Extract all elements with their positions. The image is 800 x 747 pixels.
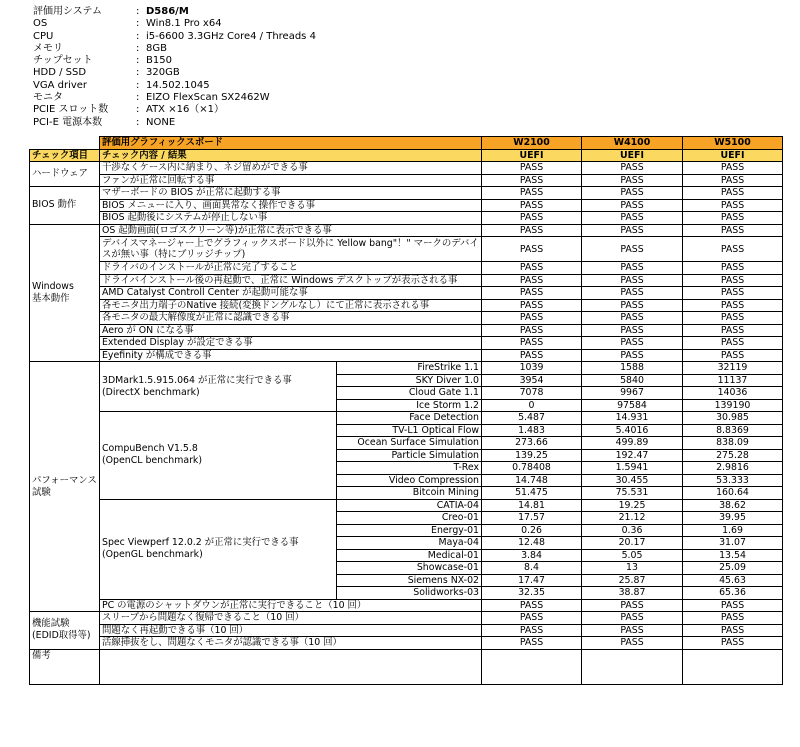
table-row: [30, 637, 783, 650]
benchmark-name: [100, 412, 337, 500]
table-row: [30, 287, 783, 300]
table-row: [30, 324, 783, 337]
category-function-line: 機能試験: [32, 618, 70, 630]
firmware-cell: UEFI: [683, 149, 783, 162]
score-cell: 499.89: [582, 437, 683, 450]
spec-value: i5-6600 3.3GHz Core4 / Threads 4: [146, 30, 316, 42]
check-item: スリープから問題なく復帰できること（10 回）: [100, 612, 482, 625]
score-cell: 5.05: [582, 549, 683, 562]
result-cell: PASS: [582, 212, 683, 225]
result-cell: PASS: [683, 287, 783, 300]
result-cell: PASS: [482, 237, 582, 262]
check-item: 活線挿抜をし、問題なくモニタが認識できる事（10 回）: [100, 637, 482, 650]
score-cell: 1588: [582, 362, 683, 375]
test-name: SKY Diver 1.0: [337, 374, 482, 387]
result-cell: PASS: [683, 274, 783, 287]
score-cell: 5840: [582, 374, 683, 387]
result-cell: PASS: [482, 174, 582, 187]
check-item: マザーボードの BIOS が正常に起動する事: [100, 187, 482, 200]
result-cell: PASS: [582, 174, 683, 187]
score-cell: 13: [582, 562, 683, 575]
test-name: Cloud Gate 1.1: [337, 387, 482, 400]
table-row: [30, 624, 783, 637]
board-name: W4100: [582, 137, 683, 150]
result-cell: PASS: [482, 224, 582, 237]
score-cell: 14036: [683, 387, 783, 400]
result-cell: PASS: [482, 199, 582, 212]
score-cell: 7078: [482, 387, 582, 400]
score-cell: 5.487: [482, 412, 582, 425]
result-cell: PASS: [582, 324, 683, 337]
test-name: T-Rex: [337, 462, 482, 475]
test-name: TV-L1 Optical Flow: [337, 424, 482, 437]
category-performance: [30, 362, 100, 612]
result-cell: PASS: [582, 299, 683, 312]
spec-colon: :: [136, 79, 140, 91]
spec-colon: :: [136, 55, 140, 67]
score-cell: 65.36: [683, 587, 783, 600]
spec-label: OS: [33, 18, 48, 30]
firmware-cell: UEFI: [582, 149, 683, 162]
result-cell: PASS: [683, 612, 783, 625]
benchmark-name-line: (OpenGL benchmark): [102, 549, 203, 560]
remarks-content: [100, 649, 482, 684]
result-cell: PASS: [482, 324, 582, 337]
header-blank: [30, 137, 100, 150]
spec-row: [33, 31, 316, 43]
score-cell: 0.26: [482, 524, 582, 537]
score-cell: 53.333: [683, 474, 783, 487]
result-cell: PASS: [482, 349, 582, 362]
score-cell: 51.475: [482, 487, 582, 500]
benchmark-name-line: (OpenCL benchmark): [102, 455, 203, 467]
score-cell: 13.54: [683, 549, 783, 562]
score-cell: 0: [482, 399, 582, 412]
score-cell: 1.483: [482, 424, 582, 437]
spec-row: [33, 6, 316, 18]
evaluation-table: [29, 136, 783, 685]
result-cell: PASS: [482, 299, 582, 312]
benchmark-name-line: 3DMark1.5.915.064 が正常に実行できる事: [102, 374, 292, 386]
table-row: [30, 612, 783, 625]
spec-row: [33, 104, 316, 116]
category-function: [30, 612, 100, 650]
spec-label: 評価用システム: [33, 6, 102, 17]
result-cell: PASS: [482, 187, 582, 200]
result-cell: PASS: [683, 174, 783, 187]
spec-label: HDD / SSD: [33, 67, 87, 79]
test-name: Maya-04: [337, 537, 482, 550]
spec-row: [33, 92, 316, 104]
score-cell: 1.69: [683, 524, 783, 537]
test-name: Ice Storm 1.2: [337, 399, 482, 412]
result-cell: PASS: [482, 262, 582, 275]
result-cell: PASS: [683, 349, 783, 362]
check-item: Eyefinity が構成できる事: [100, 349, 482, 362]
spec-colon: :: [136, 18, 140, 30]
score-cell: 192.47: [582, 449, 683, 462]
benchmark-name: [100, 362, 337, 412]
check-item: ファンが正常に回転する事: [100, 174, 482, 187]
result-cell: PASS: [683, 224, 783, 237]
table-row: [30, 262, 783, 275]
score-cell: 30.455: [582, 474, 683, 487]
score-cell: 75.531: [582, 487, 683, 500]
result-cell: PASS: [482, 599, 582, 612]
result-cell: PASS: [582, 224, 683, 237]
score-cell: 38.62: [683, 499, 783, 512]
score-cell: 2.9816: [683, 462, 783, 475]
test-name: Creo-01: [337, 512, 482, 525]
spec-value: Win8.1 Pro x64: [146, 18, 222, 30]
result-cell: PASS: [683, 599, 783, 612]
table-row: [30, 274, 783, 287]
result-cell: PASS: [683, 262, 783, 275]
benchmark-name-line: Spec Viewperf 12.0.2 が正常に実行できる事: [102, 537, 299, 548]
spec-label: PCIE スロット数: [33, 104, 109, 116]
check-item: 各モニタ出力端子のNative 接続(変換ドングルなし）にて正常に表示される事: [100, 299, 482, 312]
score-cell: 1039: [482, 362, 582, 375]
result-cell: PASS: [582, 637, 683, 650]
check-item: BIOS メニューに入り、画面異常なく操作できる事: [100, 199, 482, 212]
table-row: [30, 187, 783, 200]
spec-value: ATX ×16（×1）: [146, 104, 225, 116]
system-spec-list: [33, 6, 316, 129]
result-cell: PASS: [683, 624, 783, 637]
category-hardware-line: ハードウェア: [32, 168, 88, 179]
test-name: Video Compression: [337, 474, 482, 487]
category-bios-line: BIOS 動作: [32, 199, 77, 211]
score-cell: 160.64: [683, 487, 783, 500]
table-row: [30, 649, 783, 684]
result-cell: PASS: [683, 212, 783, 225]
spec-colon: :: [136, 116, 140, 128]
result-cell: PASS: [582, 274, 683, 287]
result-cell: PASS: [482, 637, 582, 650]
score-cell: 273.66: [482, 437, 582, 450]
check-item: AMD Catalyst Controll Center が起動可能な事: [100, 287, 482, 300]
score-cell: 9967: [582, 387, 683, 400]
table-row: [30, 349, 783, 362]
test-name: Energy-01: [337, 524, 482, 537]
spec-label: PCI-E 電源本数: [33, 116, 103, 128]
score-cell: 25.87: [582, 574, 683, 587]
test-name: Solidworks-03: [337, 587, 482, 600]
score-cell: 3954: [482, 374, 582, 387]
check-item: 各モニタの最大解像度が正常に認識できる事: [100, 312, 482, 325]
score-cell: 1.5941: [582, 462, 683, 475]
remarks-cell: [482, 649, 582, 684]
board-name: W5100: [683, 137, 783, 150]
score-cell: 14.81: [482, 499, 582, 512]
test-name: FireStrike 1.1: [337, 362, 482, 375]
test-name: Siemens NX-02: [337, 574, 482, 587]
score-cell: 38.87: [582, 587, 683, 600]
result-cell: PASS: [482, 612, 582, 625]
result-cell: PASS: [582, 312, 683, 325]
result-cell: PASS: [582, 612, 683, 625]
remarks-cell: [683, 649, 783, 684]
remarks-cell: [582, 649, 683, 684]
category-windows: [30, 224, 100, 362]
score-cell: 3.84: [482, 549, 582, 562]
result-cell: PASS: [582, 162, 683, 175]
spec-row: [33, 80, 316, 92]
score-cell: 97584: [582, 399, 683, 412]
score-cell: 31.07: [683, 537, 783, 550]
spec-value: 14.502.1045: [146, 79, 210, 91]
result-cell: PASS: [683, 324, 783, 337]
result-cell: PASS: [582, 287, 683, 300]
score-cell: 21.12: [582, 512, 683, 525]
spec-label: チップセット: [33, 55, 93, 67]
result-cell: PASS: [482, 274, 582, 287]
table-row: [30, 337, 783, 350]
spec-colon: :: [136, 104, 140, 116]
table-row: [30, 224, 783, 237]
score-cell: 14.931: [582, 412, 683, 425]
result-cell: PASS: [582, 624, 683, 637]
score-cell: 838.09: [683, 437, 783, 450]
benchmark-name-line: CompuBench V1.5.8: [102, 443, 198, 455]
spec-value: EIZO FlexScan SX2462W: [146, 92, 270, 104]
spec-colon: :: [136, 30, 140, 42]
table-row: [30, 149, 783, 162]
score-cell: 32119: [683, 362, 783, 375]
spec-row: [33, 117, 316, 129]
category-performance-line: 試験: [32, 486, 51, 498]
check-content-header: チェック内容 / 結果: [100, 149, 482, 162]
category-windows-line: Windows: [32, 280, 74, 292]
board-name: W2100: [482, 137, 582, 150]
test-name: CATIA-04: [337, 499, 482, 512]
test-name: Bitcoin Mining: [337, 487, 482, 500]
spec-colon: :: [136, 6, 140, 17]
score-cell: 12.48: [482, 537, 582, 550]
table-row: [30, 212, 783, 225]
spec-label: CPU: [33, 30, 54, 42]
category-windows-line: 基本動作: [32, 292, 70, 304]
check-item: 干渉なくケース内に納まり、ネジ留めができる事: [100, 162, 482, 175]
check-item: BIOS 起動後にシステムが停止しない事: [100, 212, 482, 225]
table-row: [30, 599, 783, 612]
spec-value: B150: [146, 55, 172, 67]
check-item: ドライバインストール後の再起動で、正常に Windows デスクトップが表示される事: [100, 274, 482, 287]
spec-label: メモリ: [33, 42, 63, 54]
result-cell: PASS: [482, 162, 582, 175]
board-header-label: 評価用グラフィックスボード: [100, 137, 482, 150]
spec-value: 320GB: [146, 67, 180, 79]
spec-row: [33, 43, 316, 55]
spec-label: VGA driver: [33, 79, 88, 91]
result-cell: PASS: [683, 162, 783, 175]
score-cell: 0.78408: [482, 462, 582, 475]
test-name: Medical-01: [337, 549, 482, 562]
table-row: [30, 312, 783, 325]
table-row: [30, 299, 783, 312]
result-cell: PASS: [482, 624, 582, 637]
benchmark-name-line: (DirectX benchmark): [102, 386, 200, 398]
spec-colon: :: [136, 42, 140, 54]
spec-colon: :: [136, 67, 140, 79]
spec-value: NONE: [146, 116, 176, 128]
spec-colon: :: [136, 92, 140, 104]
result-cell: PASS: [582, 187, 683, 200]
score-cell: 25.09: [683, 562, 783, 575]
check-item: Extended Display が設定できる事: [100, 337, 482, 350]
check-item: Aero が ON になる事: [100, 324, 482, 337]
check-item: デバイスマネージャー上でグラフィックスボード以外に Yellow bang"！" マークのデバイスが無い事（特にブリッジチップ): [100, 237, 482, 262]
result-cell: PASS: [582, 599, 683, 612]
score-cell: 30.985: [683, 412, 783, 425]
result-cell: PASS: [482, 212, 582, 225]
test-name: Face Detection: [337, 412, 482, 425]
result-cell: PASS: [582, 262, 683, 275]
result-cell: PASS: [582, 237, 683, 262]
result-cell: PASS: [683, 187, 783, 200]
category-function-line: (EDID取得等): [32, 630, 91, 642]
result-cell: PASS: [683, 337, 783, 350]
score-cell: 139.25: [482, 449, 582, 462]
category-hardware: [30, 162, 100, 187]
result-cell: PASS: [482, 312, 582, 325]
result-cell: PASS: [683, 199, 783, 212]
table-row: [30, 137, 783, 150]
check-item-header: チェック項目: [30, 149, 100, 162]
test-name: Particle Simulation: [337, 449, 482, 462]
score-cell: 19.25: [582, 499, 683, 512]
result-cell: PASS: [582, 199, 683, 212]
score-cell: 8.8369: [683, 424, 783, 437]
spec-row: [33, 67, 316, 79]
score-cell: 20.17: [582, 537, 683, 550]
result-cell: PASS: [683, 237, 783, 262]
spec-value: D586/M: [146, 6, 189, 17]
table-row: [30, 499, 783, 512]
score-cell: 275.28: [683, 449, 783, 462]
category-bios: [30, 187, 100, 225]
result-cell: PASS: [683, 299, 783, 312]
result-cell: PASS: [582, 349, 683, 362]
check-item: 問題なく再起動できる事（10 回）: [100, 624, 482, 637]
firmware-cell: UEFI: [482, 149, 582, 162]
spec-row: [33, 18, 316, 30]
score-cell: 45.63: [683, 574, 783, 587]
table-row: [30, 237, 783, 262]
score-cell: 5.4016: [582, 424, 683, 437]
score-cell: 32.35: [482, 587, 582, 600]
result-cell: PASS: [582, 337, 683, 350]
score-cell: 11137: [683, 374, 783, 387]
score-cell: 8.4: [482, 562, 582, 575]
score-cell: 14.748: [482, 474, 582, 487]
check-item: PC の電源のシャットダウンが正常に実行できること（10 回）: [100, 599, 482, 612]
test-name: Ocean Surface Simulation: [337, 437, 482, 450]
result-cell: PASS: [683, 637, 783, 650]
table-row: [30, 162, 783, 175]
category-performance-line: パフォーマンス: [32, 474, 97, 486]
benchmark-name: [100, 499, 337, 599]
score-cell: 39.95: [683, 512, 783, 525]
score-cell: 139190: [683, 399, 783, 412]
remarks-label: 備考: [30, 649, 100, 684]
result-cell: PASS: [683, 312, 783, 325]
spec-row: [33, 55, 316, 67]
table-row: [30, 199, 783, 212]
score-cell: 17.57: [482, 512, 582, 525]
check-item: OS 起動画面(ロゴスクリーン等)が正常に表示できる事: [100, 224, 482, 237]
spec-label: モニタ: [33, 92, 63, 104]
table-row: [30, 174, 783, 187]
score-cell: 17.47: [482, 574, 582, 587]
table-row: [30, 362, 783, 375]
result-cell: PASS: [482, 287, 582, 300]
check-item: ドライバのインストールが正常に完了すること: [100, 262, 482, 275]
result-cell: PASS: [482, 337, 582, 350]
spec-value: 8GB: [146, 42, 167, 54]
table-row: [30, 412, 783, 425]
score-cell: 0.36: [582, 524, 683, 537]
test-name: Showcase-01: [337, 562, 482, 575]
